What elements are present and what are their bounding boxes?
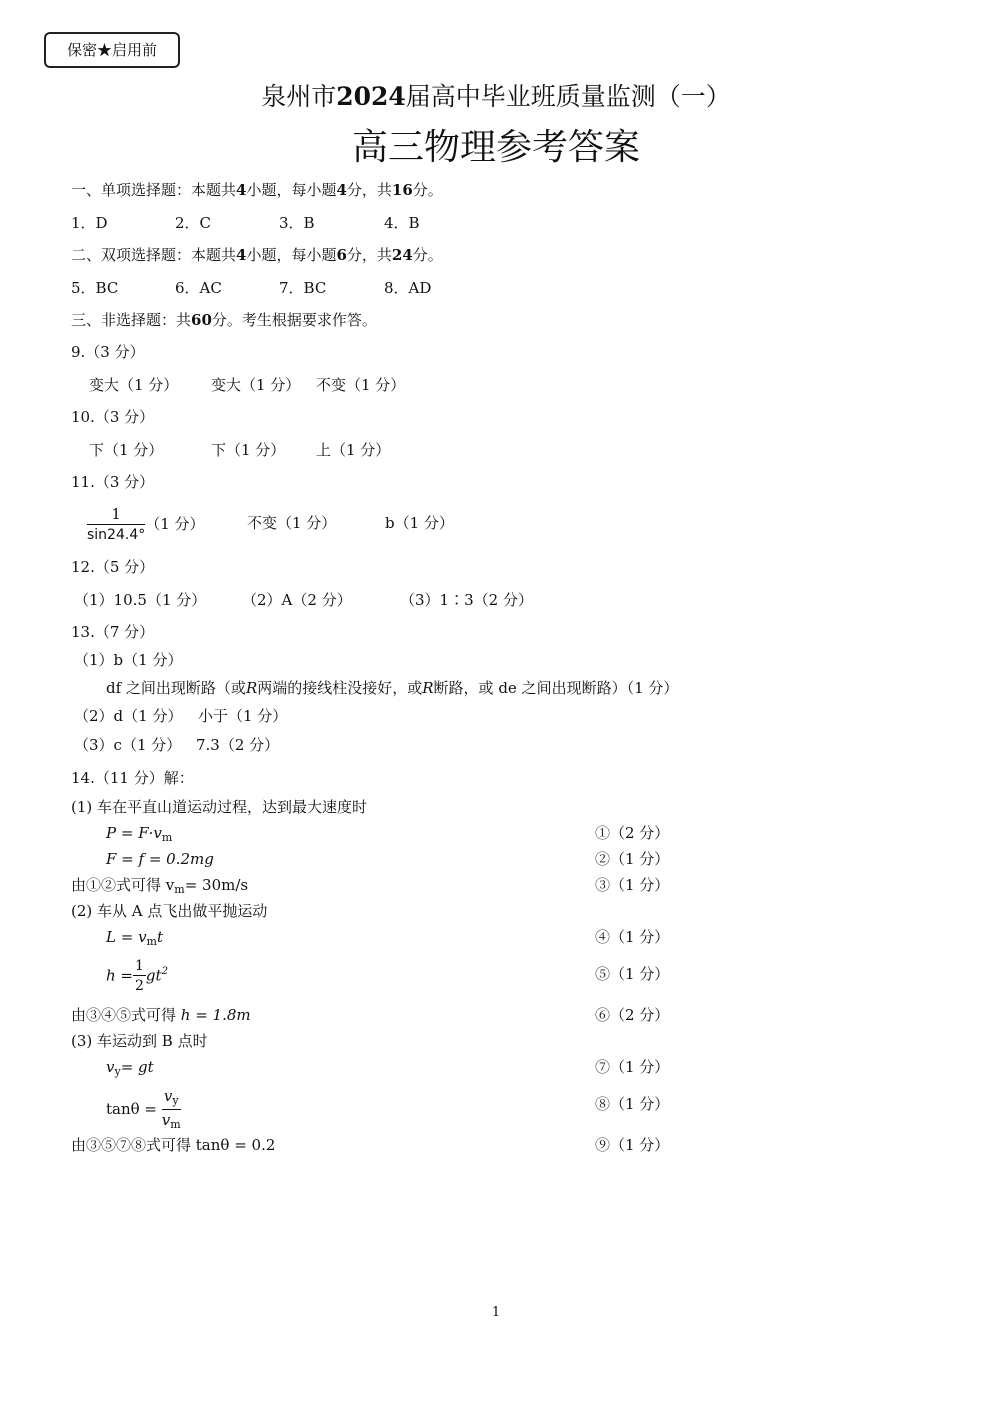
s3-text-b: 分。考生根据要求作答。 — [211, 311, 377, 329]
q13-expl-a: df 之间出现断路（或 — [106, 679, 246, 697]
q13-expl-R2: R — [422, 679, 434, 697]
q12-heading: 12.（5 分） — [71, 558, 155, 576]
q9-heading: 9.（3 分） — [71, 343, 145, 361]
q14-eq-8 — [106, 1088, 181, 1131]
document-title — [0, 84, 992, 109]
confidential-stamp — [44, 32, 180, 68]
q14-eq-7 — [106, 1060, 154, 1077]
q14-eq-8-lhs: tanθ = — [106, 1100, 157, 1119]
q14-eq-1-text: P = F·v — [106, 824, 162, 842]
section-1-heading — [71, 183, 443, 198]
q14-eq-1 — [106, 826, 172, 843]
q14-eq-5-gt: gt — [145, 966, 162, 985]
s1-points-each: 4 — [336, 181, 347, 199]
q11-answer-1-score: （1 分） — [145, 515, 205, 534]
s2-num-questions: 4 — [236, 246, 247, 264]
q14-score-7: ⑦（1 分） — [595, 1058, 670, 1076]
q14-eq-4 — [106, 930, 163, 947]
q14-eq-1-sub: m — [161, 831, 173, 844]
s3-text-a: 三、非选择题：共 — [71, 311, 192, 329]
q13-expl-c: 断路，或 de 之间出现断路）（1 分） — [433, 679, 679, 697]
q14-eq-8-den-sub: m — [170, 1117, 181, 1131]
answer-1: 1．D — [71, 214, 108, 232]
q13-expl-R1: R — [245, 679, 258, 697]
q12-answer-2: （2）A（2 分） — [242, 591, 352, 609]
s1-num-questions: 4 — [236, 181, 247, 199]
answer-5: 5．BC — [71, 279, 119, 297]
q14-score-2: ②（1 分） — [595, 850, 670, 868]
q14-eq-6-text: 由③④⑤式可得 — [71, 1006, 177, 1024]
q11-fraction-denominator: sin24.4° — [87, 527, 146, 544]
section-2-heading — [71, 248, 443, 263]
q14-eq-4-t: t — [156, 928, 164, 946]
q14-eq-7-v: v — [106, 1058, 115, 1076]
q14-eq-3 — [71, 878, 248, 895]
s1-points-total: 16 — [391, 181, 413, 199]
q14-score-4: ④（1 分） — [595, 928, 670, 946]
q14-part-2-intro: (2) 车从 A 点飞出做平抛运动 — [71, 902, 268, 920]
q11-fraction-numerator: 1 — [87, 506, 145, 525]
s2-text-a: 二、双项选择题：本题共 — [71, 246, 237, 264]
title-city: 泉州市 — [261, 82, 337, 111]
s1-text-d: 分。 — [412, 181, 443, 199]
q13-part-3-answer: （3）c（1 分） — [74, 736, 182, 754]
q14-part-3-intro: (3) 车运动到 B 点时 — [71, 1032, 208, 1050]
q14-eq-3-sub: m — [174, 883, 185, 896]
q13-part-2-answer: （2）d（1 分） — [74, 707, 183, 725]
s2-points-total: 24 — [391, 246, 413, 264]
answer-3: 3．B — [279, 214, 315, 232]
answer-8: 8．AD — [384, 279, 432, 297]
q13-part-3-value: 7.3（2 分） — [196, 736, 280, 754]
s2-text-c: 分，共 — [346, 246, 392, 264]
q14-eq-5-sup: 2 — [161, 966, 168, 978]
q14-eq-5-lhs: h = — [106, 966, 133, 985]
q14-eq-3-text: 由①②式可得 v — [71, 876, 175, 894]
q14-score-5: ⑤（1 分） — [595, 965, 670, 983]
section-3-heading — [71, 313, 377, 328]
page-number: 1 — [491, 1305, 501, 1320]
q9-answer-1: 变大（1 分） — [89, 376, 179, 394]
answer-4: 4．B — [384, 214, 420, 232]
answer-7: 7．BC — [279, 279, 327, 297]
q13-expl-b: 两端的接线柱没接好，或 — [257, 679, 423, 697]
q14-eq-3-value: = 30m/s — [184, 876, 249, 894]
q11-answer-3: b（1 分） — [385, 514, 454, 532]
q14-eq-6 — [71, 1008, 251, 1023]
q14-eq-5 — [106, 958, 168, 994]
confidential-label: 保密★启用前 — [66, 40, 157, 59]
q10-answer-1: 下（1 分） — [89, 441, 164, 459]
q13-heading: 13.（7 分） — [71, 623, 155, 641]
q9-answer-2: 变大（1 分） — [211, 376, 301, 394]
q14-eq-5-den: 2 — [135, 978, 144, 995]
title-year: 2024 — [336, 82, 406, 111]
q14-eq-7-sub: y — [114, 1065, 121, 1078]
q11-heading: 11.（3 分） — [71, 473, 155, 491]
q14-score-8: ⑧（1 分） — [595, 1095, 670, 1113]
title-exam: 届高中毕业班质量监测（一） — [405, 82, 731, 111]
q14-eq-5-fraction — [133, 958, 146, 994]
q13-part-2-compare: 小于（1 分） — [198, 707, 288, 725]
q14-eq-8-den: v — [161, 1110, 171, 1129]
q11-answer-1 — [87, 506, 205, 543]
q14-eq-9: 由③⑤⑦⑧式可得 tanθ = 0.2 — [71, 1136, 276, 1154]
q14-eq-8-num-sub: y — [172, 1094, 179, 1107]
q14-part-1-intro: (1) 车在平直山道运动过程，达到最大速度时 — [71, 798, 368, 816]
q14-eq-7-rhs: = gt — [120, 1058, 154, 1076]
s2-text-b: 小题，每小题 — [246, 246, 337, 264]
q14-score-6: ⑥（2 分） — [595, 1006, 670, 1024]
q13-part-1: （1）b（1 分） — [74, 651, 183, 669]
q14-eq-8-fraction — [162, 1088, 181, 1131]
q9-answer-3: 不变（1 分） — [316, 376, 406, 394]
q13-part-1-explanation — [106, 681, 678, 696]
q14-eq-6-value: h = 1.8m — [180, 1006, 251, 1024]
s1-text-b: 小题，每小题 — [246, 181, 337, 199]
q14-eq-5-num: 1 — [133, 958, 146, 976]
q10-heading: 10.（3 分） — [71, 408, 155, 426]
answer-6: 6．AC — [175, 279, 222, 297]
s1-text-a: 一、单项选择题：本题共 — [71, 181, 237, 199]
q12-answer-3: （3）1∶3（2 分） — [400, 591, 533, 609]
q14-eq-4-text: L = v — [106, 928, 147, 946]
q10-answer-2: 下（1 分） — [211, 441, 286, 459]
s1-text-c: 分，共 — [346, 181, 392, 199]
document-subtitle: 高三物理参考答案 — [351, 127, 640, 168]
s3-points-total: 60 — [191, 311, 212, 329]
q14-score-1: ①（2 分） — [595, 824, 670, 842]
q14-score-3: ③（1 分） — [595, 876, 670, 894]
q14-eq-2: F = f = 0.2mg — [106, 850, 214, 868]
s2-text-d: 分。 — [412, 246, 443, 264]
q14-heading: 14.（11 分）解： — [71, 769, 194, 787]
q14-eq-4-sub: m — [146, 935, 157, 948]
answer-2: 2．C — [175, 214, 212, 232]
q11-answer-2: 不变（1 分） — [247, 514, 337, 532]
q12-answer-1: （1）10.5（1 分） — [74, 591, 207, 609]
q10-answer-3: 上（1 分） — [316, 441, 391, 459]
q14-score-9: ⑨（1 分） — [595, 1136, 670, 1154]
s2-points-each: 6 — [336, 246, 347, 264]
q14-eq-8-num: v — [163, 1087, 173, 1105]
q11-fraction — [87, 506, 145, 543]
